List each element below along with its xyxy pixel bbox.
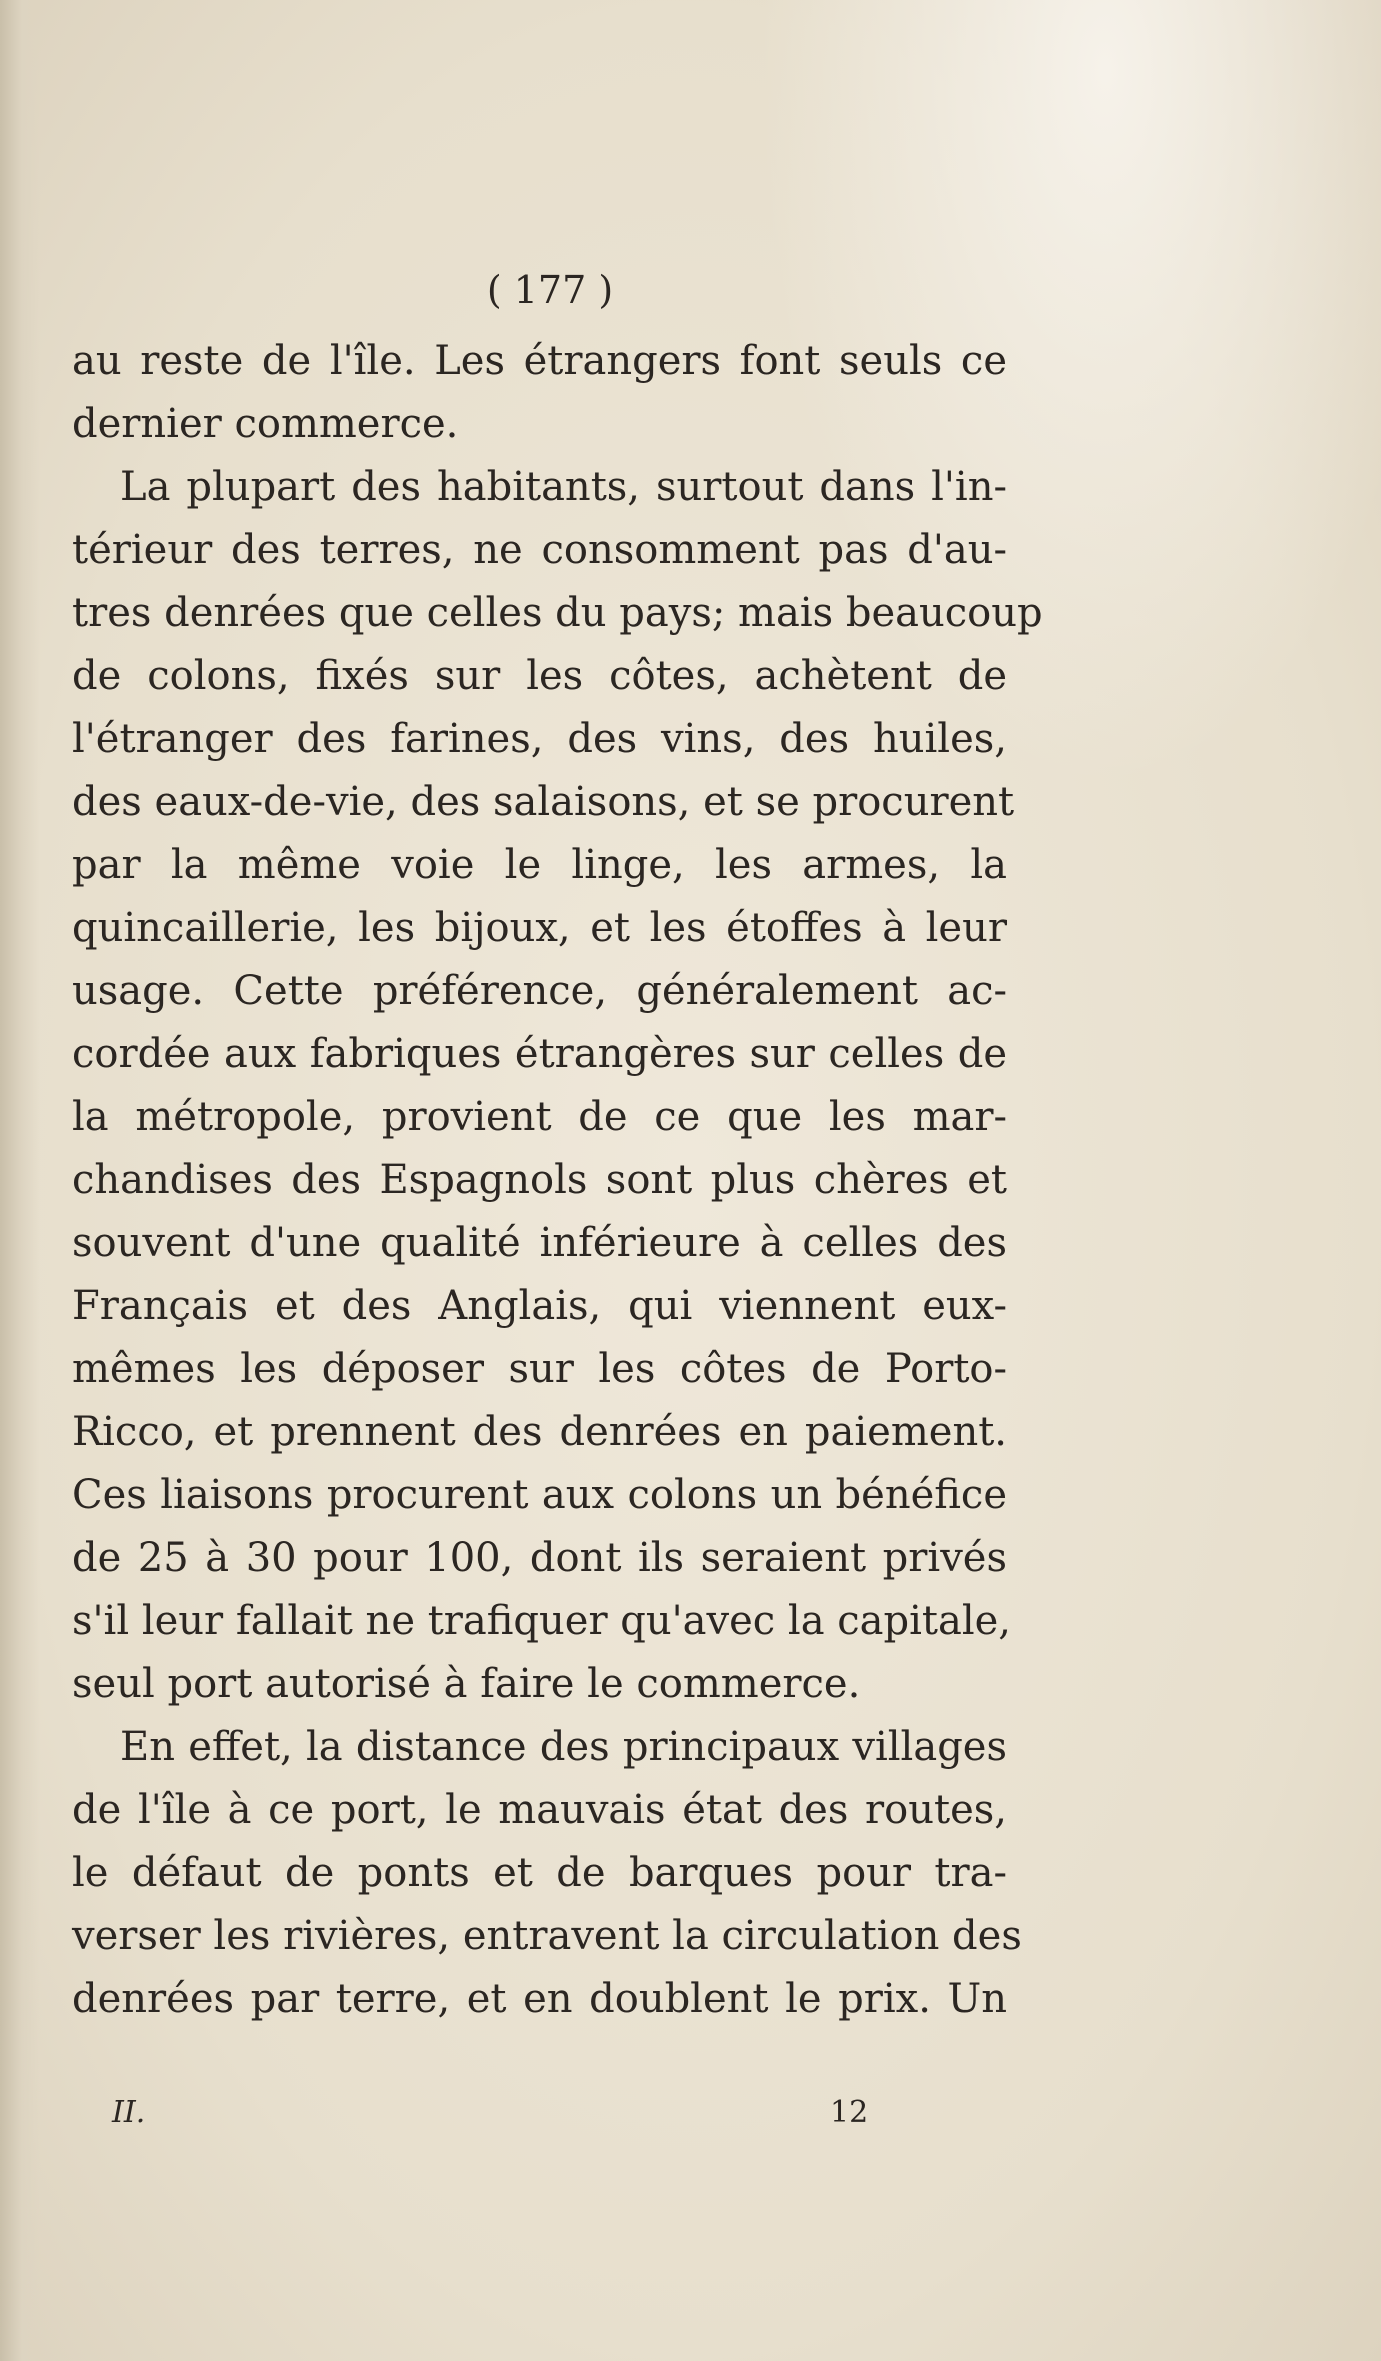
text-line: quincaillerie, les bijoux, et les étoffes à leur xyxy=(72,905,1007,951)
volume-number: II. xyxy=(112,2095,146,2130)
text-line: de colons, fixés sur les côtes, achètent de xyxy=(72,653,1007,699)
text-line: cordée aux fabriques étrangères sur celles de xyxy=(72,1031,1007,1077)
text-line: mêmes les déposer sur les côtes de Porto- xyxy=(72,1346,1007,1392)
text-line: Ricco, et prennent des denrées en paiement. xyxy=(72,1409,1007,1455)
text-line: verser les rivières, entravent la circulation des xyxy=(72,1913,1022,1959)
text-line: le défaut de ponts et de barques pour tra- xyxy=(72,1850,1007,1896)
text-line: seul port autorisé à faire le commerce. xyxy=(72,1661,861,1707)
page-gutter-shadow xyxy=(0,0,40,2361)
text-line: s'il leur fallait ne trafiquer qu'avec la capitale, xyxy=(72,1598,1012,1644)
text-line: tres denrées que celles du pays; mais beaucoup xyxy=(72,590,1043,636)
text-line: de l'île à ce port, le mauvais état des routes, xyxy=(72,1787,1007,1833)
text-line: usage. Cette préférence, généralement ac- xyxy=(72,968,1007,1014)
signature-mark: 12 xyxy=(830,2095,869,2130)
text-line: de 25 à 30 pour 100, dont ils seraient privés xyxy=(72,1535,1007,1581)
text-line: l'étranger des farines, des vins, des huiles, xyxy=(72,716,1007,762)
text-line: par la même voie le linge, les armes, la xyxy=(72,842,1007,888)
text-line: denrées par terre, et en doublent le prix. Un xyxy=(72,1976,1007,2022)
text-line: Français et des Anglais, qui viennent eux- xyxy=(72,1283,1007,1329)
text-line: la métropole, provient de ce que les mar- xyxy=(72,1094,1007,1140)
text-line: Ces liaisons procurent aux colons un bénéfice xyxy=(72,1472,1007,1518)
text-line: souvent d'une qualité inférieure à celles des xyxy=(72,1220,1007,1266)
text-line: La plupart des habitants, surtout dans l'in- xyxy=(120,464,1007,510)
text-line: dernier commerce. xyxy=(72,401,459,447)
text-line: En effet, la distance des principaux villages xyxy=(120,1724,1007,1770)
text-line: des eaux-de-vie, des salaisons, et se procurent xyxy=(72,779,1015,825)
text-line: chandises des Espagnols sont plus chères et xyxy=(72,1157,1007,1203)
page-number-header: ( 177 ) xyxy=(486,268,614,312)
text-line: térieur des terres, ne consomment pas d'au- xyxy=(72,527,1007,573)
body-text xyxy=(72,330,1043,2031)
text-line: au reste de l'île. Les étrangers font seuls ce xyxy=(72,338,1007,384)
